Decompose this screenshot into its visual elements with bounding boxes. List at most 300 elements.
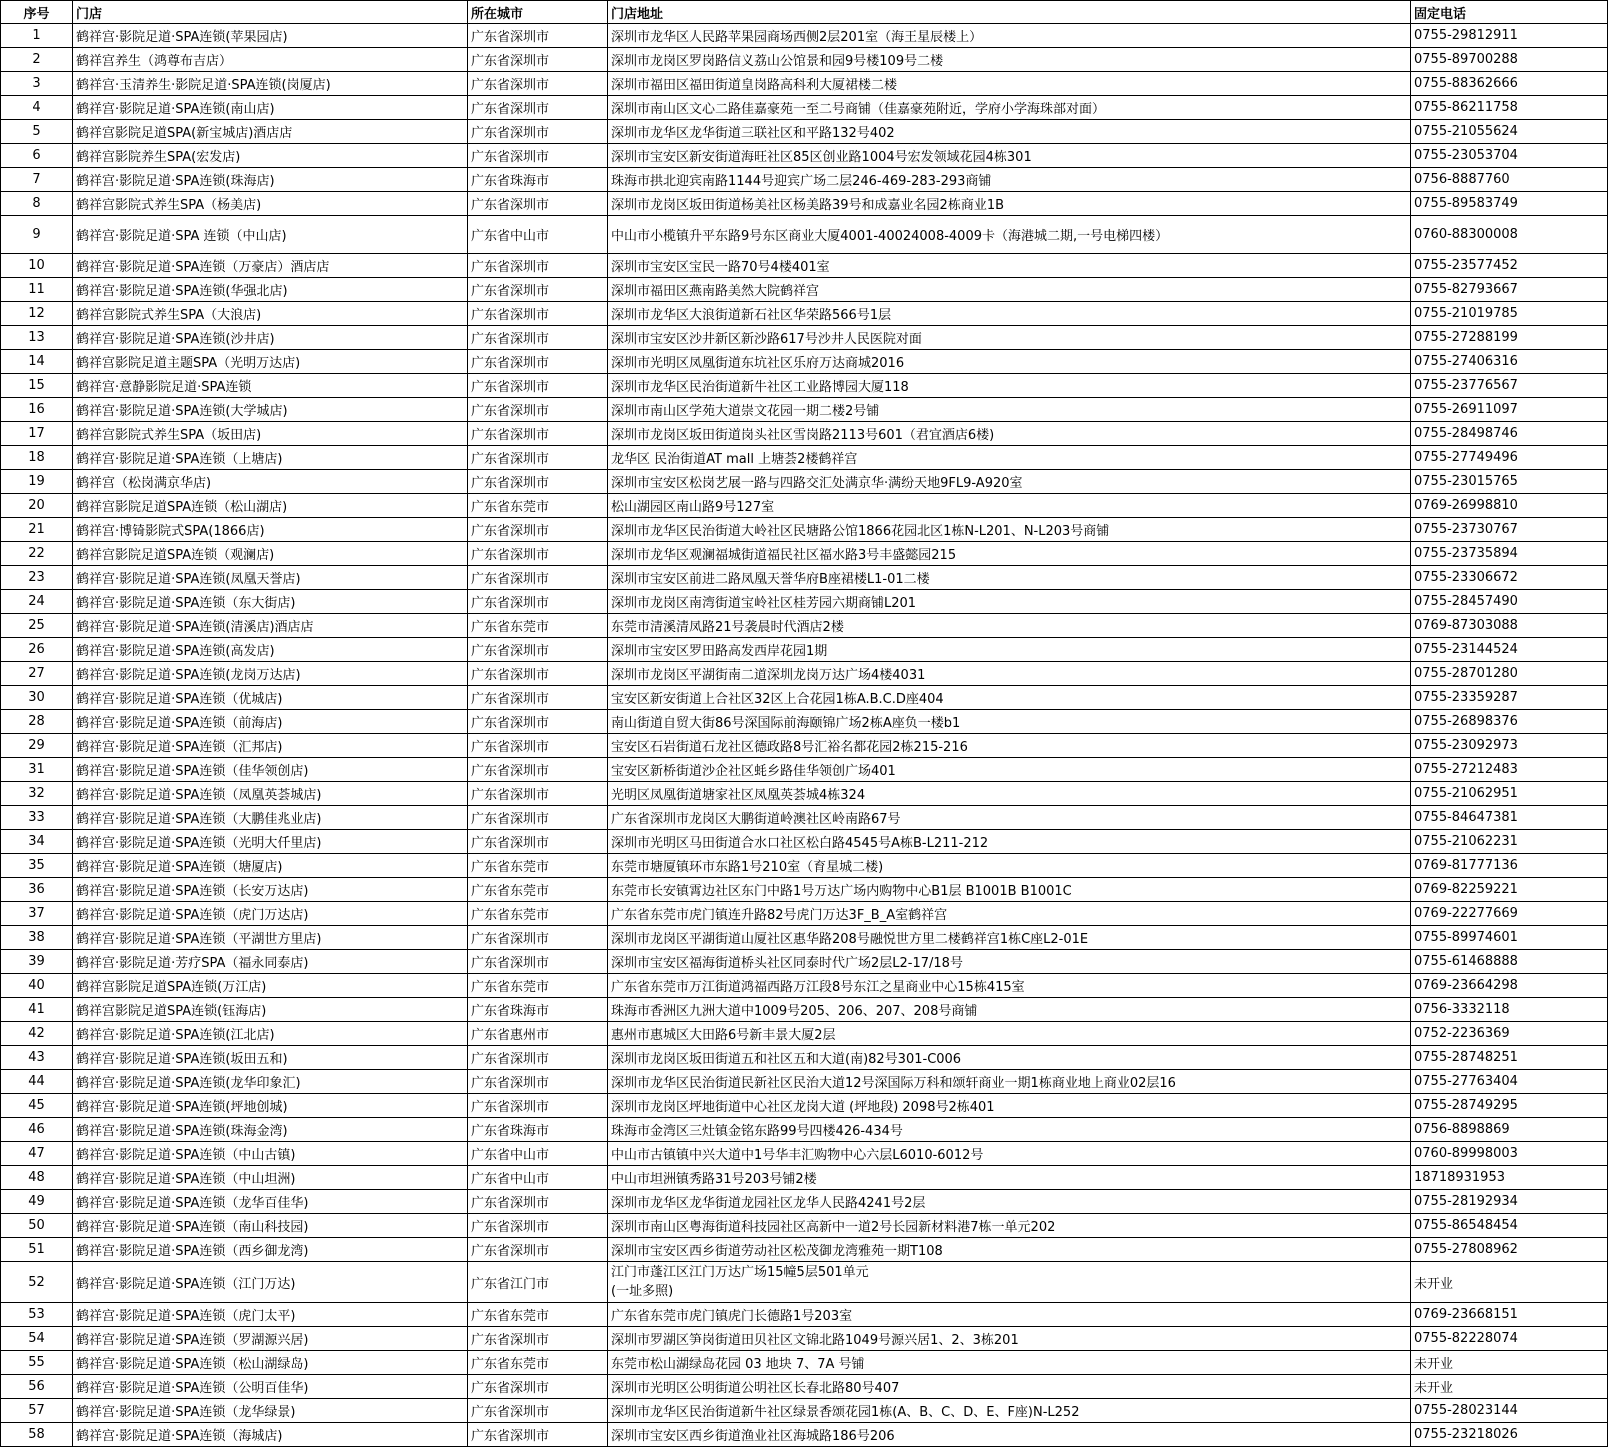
cell-phone[interactable]: 0755-23776567 (1411, 374, 1608, 398)
table-row (1, 1399, 1608, 1423)
cell-store[interactable]: 鹤祥宫·影院足道·SPA连锁(坪地创城) (73, 1094, 468, 1118)
cell-address[interactable]: 珠海市拱北迎宾南路1144号迎宾广场二层246-469-283-293商铺 (608, 168, 1411, 192)
cell-store[interactable]: 鹤祥宫·影院足道·SPA连锁（东大街店) (73, 590, 468, 614)
cell-store[interactable]: 鹤祥宫·影院足道·SPA连锁（中山坦洲) (73, 1166, 468, 1190)
cell-city[interactable]: 广东省深圳市 (468, 48, 608, 72)
cell-no[interactable]: 30 (1, 686, 73, 710)
cell-store[interactable]: 鹤祥宫·影院足道·SPA连锁(珠海店) (73, 168, 468, 192)
cell-address[interactable]: 宝安区石岩街道石龙社区德政路8号汇裕名都花园2栋215-216 (608, 734, 1411, 758)
cell-store[interactable]: 鹤祥宫·影院足道·SPA连锁（凤凰英荟城店) (73, 782, 468, 806)
cell-phone[interactable]: 0755-86211758 (1411, 96, 1608, 120)
cell-phone[interactable]: 0756-3332118 (1411, 998, 1608, 1022)
cell-city[interactable]: 广东省深圳市 (468, 1214, 608, 1238)
header-no[interactable]: 序号 (1, 1, 73, 24)
cell-no[interactable]: 10 (1, 254, 73, 278)
cell-address[interactable]: 深圳市龙华区人民路苹果园商场西侧2层201室（海王星辰楼上） (608, 24, 1411, 48)
cell-no[interactable]: 52 (1, 1262, 73, 1303)
cell-address[interactable]: 深圳市福田区燕南路美然大院鹤祥宫 (608, 278, 1411, 302)
cell-address[interactable]: 中山市古镇镇中兴大道中1号华丰汇购物中心六层L6010-6012号 (608, 1142, 1411, 1166)
cell-store[interactable]: 鹤祥宫（松岗满京华店) (73, 470, 468, 494)
cell-address[interactable]: 深圳市宝安区宝民一路70号4楼401室 (608, 254, 1411, 278)
cell-phone[interactable]: 0769-87303088 (1411, 614, 1608, 638)
cell-city[interactable]: 广东省深圳市 (468, 374, 608, 398)
cell-city[interactable]: 广东省深圳市 (468, 398, 608, 422)
cell-address[interactable]: 深圳市龙华区民治街道新牛社区工业路博园大厦118 (608, 374, 1411, 398)
cell-phone[interactable]: 0755-23577452 (1411, 254, 1608, 278)
cell-store[interactable]: 鹤祥宫影院式养生SPA（大浪店) (73, 302, 468, 326)
cell-no[interactable]: 38 (1, 926, 73, 950)
cell-address[interactable]: 深圳市龙岗区坪地街道中心社区龙岗大道 (坪地段) 2098号2栋401 (608, 1094, 1411, 1118)
cell-address[interactable]: 深圳市龙岗区坂田街道杨美社区杨美路39号和成嘉业名园2栋商业1B (608, 192, 1411, 216)
cell-phone[interactable]: 0755-27808962 (1411, 1238, 1608, 1262)
cell-address[interactable]: 深圳市宝安区沙井新区新沙路617号沙井人民医院对面 (608, 326, 1411, 350)
cell-no[interactable]: 54 (1, 1327, 73, 1351)
cell-store[interactable]: 鹤祥宫·影院足道·SPA连锁(高发店) (73, 638, 468, 662)
cell-phone[interactable]: 0755-28192934 (1411, 1190, 1608, 1214)
cell-address[interactable]: 深圳市龙岗区平湖街南二道深圳龙岗万达广场4楼4031 (608, 662, 1411, 686)
cell-store[interactable]: 鹤祥宫·影院足道·SPA连锁(龙岗万达店) (73, 662, 468, 686)
cell-no[interactable]: 49 (1, 1190, 73, 1214)
cell-address[interactable]: 深圳市龙华区民治街道民新社区民治大道12号深国际万科和颂轩商业一期1栋商业地上商业02层16 (608, 1070, 1411, 1094)
cell-phone[interactable]: 0755-28748251 (1411, 1046, 1608, 1070)
cell-address[interactable]: 广东省东莞市虎门镇连升路82号虎门万达3F_B_A室鹤祥宫 (608, 902, 1411, 926)
cell-address[interactable]: 深圳市南山区文心二路佳嘉豪苑一至二号商铺（佳嘉豪苑附近，学府小学海珠部对面） (608, 96, 1411, 120)
cell-no[interactable]: 40 (1, 974, 73, 998)
cell-address[interactable]: 深圳市龙岗区南湾街道宝岭社区桂芳园六期商铺L201 (608, 590, 1411, 614)
cell-store[interactable]: 鹤祥宫·影院足道·SPA连锁（长安万达店) (73, 878, 468, 902)
cell-phone[interactable]: 0755-82793667 (1411, 278, 1608, 302)
cell-store[interactable]: 鹤祥宫·影院足道·SPA连锁（虎门太平) (73, 1303, 468, 1327)
cell-phone[interactable]: 未开业 (1411, 1262, 1608, 1303)
cell-phone[interactable]: 0769-23664298 (1411, 974, 1608, 998)
cell-phone[interactable]: 0755-21062231 (1411, 830, 1608, 854)
cell-address[interactable]: 深圳市南山区粤海街道科技园社区高新中一道2号长园新材料港7栋一单元202 (608, 1214, 1411, 1238)
cell-address[interactable]: 宝安区新安街道上合社区32区上合花园1栋A.B.C.D座404 (608, 686, 1411, 710)
cell-city[interactable]: 广东省深圳市 (468, 662, 608, 686)
cell-city[interactable]: 广东省深圳市 (468, 1375, 608, 1399)
cell-store[interactable]: 鹤祥宫·影院足道·SPA连锁（虎门万达店) (73, 902, 468, 926)
cell-no[interactable]: 47 (1, 1142, 73, 1166)
cell-no[interactable]: 18 (1, 446, 73, 470)
cell-store[interactable]: 鹤祥宫影院足道SPA连锁（松山湖店) (73, 494, 468, 518)
cell-store[interactable]: 鹤祥宫·影院足道·SPA连锁（罗湖源兴居) (73, 1327, 468, 1351)
cell-phone[interactable]: 0755-21019785 (1411, 302, 1608, 326)
cell-store[interactable]: 鹤祥宫·影院足道·SPA连锁(坂田五和) (73, 1046, 468, 1070)
cell-address[interactable]: 深圳市宝安区前进二路凤凰天誉华府B座裙楼L1-01二楼 (608, 566, 1411, 590)
cell-no[interactable]: 42 (1, 1022, 73, 1046)
cell-city[interactable]: 广东省深圳市 (468, 710, 608, 734)
cell-no[interactable]: 29 (1, 734, 73, 758)
cell-address[interactable]: 中山市坦洲镇秀路31号203号铺2楼 (608, 1166, 1411, 1190)
cell-store[interactable]: 鹤祥宫·影院足道·SPA连锁（海城店) (73, 1423, 468, 1447)
cell-address[interactable]: 宝安区新桥街道沙企社区蚝乡路佳华领创广场401 (608, 758, 1411, 782)
cell-no[interactable]: 11 (1, 278, 73, 302)
cell-no[interactable]: 25 (1, 614, 73, 638)
cell-store[interactable]: 鹤祥宫·影院足道·SPA连锁（塘厦店) (73, 854, 468, 878)
cell-phone[interactable]: 0755-28457490 (1411, 590, 1608, 614)
cell-phone[interactable]: 0755-28498746 (1411, 422, 1608, 446)
cell-city[interactable]: 广东省深圳市 (468, 350, 608, 374)
cell-city[interactable]: 广东省深圳市 (468, 24, 608, 48)
cell-address[interactable]: 深圳市龙岗区坂田街道五和社区五和大道(南)82号301-C006 (608, 1046, 1411, 1070)
cell-no[interactable]: 15 (1, 374, 73, 398)
cell-store[interactable]: 鹤祥宫·影院足道·SPA连锁（松山湖绿岛) (73, 1351, 468, 1375)
cell-city[interactable]: 广东省深圳市 (468, 192, 608, 216)
cell-city[interactable]: 广东省东莞市 (468, 854, 608, 878)
cell-city[interactable]: 广东省中山市 (468, 1166, 608, 1190)
cell-address[interactable]: 深圳市宝安区松岗艺展一路与四路交汇处满京华·满纷天地9FL9-A920室 (608, 470, 1411, 494)
cell-city[interactable]: 广东省珠海市 (468, 1118, 608, 1142)
cell-no[interactable]: 1 (1, 24, 73, 48)
cell-phone[interactable]: 0755-27288199 (1411, 326, 1608, 350)
cell-store[interactable]: 鹤祥宫·影院足道·SPA连锁(南山店) (73, 96, 468, 120)
cell-city[interactable]: 广东省深圳市 (468, 1327, 608, 1351)
cell-store[interactable]: 鹤祥宫·影院足道·SPA连锁(凤凰天誉店) (73, 566, 468, 590)
cell-address[interactable]: 珠海市金湾区三灶镇金铭东路99号四楼426-434号 (608, 1118, 1411, 1142)
cell-phone[interactable]: 18718931953 (1411, 1166, 1608, 1190)
cell-address[interactable]: 深圳市宝安区福海街道桥头社区同泰时代广场2层L2-17/18号 (608, 950, 1411, 974)
cell-phone[interactable]: 0756-8887760 (1411, 168, 1608, 192)
cell-phone[interactable]: 0755-23144524 (1411, 638, 1608, 662)
cell-address[interactable]: 深圳市宝安区新安街道海旺社区85区创业路1004号宏发领域花园4栋301 (608, 144, 1411, 168)
cell-address[interactable]: 深圳市福田区福田街道皇岗路高科利大厦裙楼二楼 (608, 72, 1411, 96)
cell-address[interactable]: 深圳市光明区公明街道公明社区长春北路80号407 (608, 1375, 1411, 1399)
cell-address[interactable]: 深圳市光明区凤凰街道东坑社区乐府万达商城2016 (608, 350, 1411, 374)
cell-city[interactable]: 广东省深圳市 (468, 686, 608, 710)
cell-address[interactable]: 深圳市龙华区观澜福城街道福民社区福水路3号丰盛懿园215 (608, 542, 1411, 566)
cell-city[interactable]: 广东省深圳市 (468, 96, 608, 120)
cell-no[interactable]: 55 (1, 1351, 73, 1375)
cell-city[interactable]: 广东省东莞市 (468, 878, 608, 902)
cell-phone[interactable]: 0755-89974601 (1411, 926, 1608, 950)
cell-city[interactable]: 广东省深圳市 (468, 72, 608, 96)
cell-city[interactable]: 广东省深圳市 (468, 950, 608, 974)
cell-city[interactable]: 广东省深圳市 (468, 120, 608, 144)
cell-no[interactable]: 34 (1, 830, 73, 854)
cell-address[interactable]: 东莞市塘厦镇环市东路1号210室（育星城二楼) (608, 854, 1411, 878)
cell-address[interactable]: 光明区凤凰街道塘家社区凤凰英荟城4栋324 (608, 782, 1411, 806)
cell-no[interactable]: 57 (1, 1399, 73, 1423)
cell-no[interactable]: 8 (1, 192, 73, 216)
cell-address[interactable]: 深圳市光明区马田街道合水口社区松白路4545号A栋B-L211-212 (608, 830, 1411, 854)
cell-no[interactable]: 28 (1, 710, 73, 734)
cell-no[interactable]: 27 (1, 662, 73, 686)
cell-address[interactable]: 南山街道自贸大街86号深国际前海颐锦广场2栋A座负一楼b1 (608, 710, 1411, 734)
cell-store[interactable]: 鹤祥宫影院足道SPA连锁(万江店) (73, 974, 468, 998)
cell-city[interactable]: 广东省东莞市 (468, 1303, 608, 1327)
cell-city[interactable]: 广东省深圳市 (468, 326, 608, 350)
cell-city[interactable]: 广东省深圳市 (468, 1190, 608, 1214)
cell-phone[interactable]: 0755-21062951 (1411, 782, 1608, 806)
cell-phone[interactable]: 0755-61468888 (1411, 950, 1608, 974)
cell-address[interactable]: 松山湖园区南山路9号127室 (608, 494, 1411, 518)
cell-city[interactable]: 广东省深圳市 (468, 278, 608, 302)
cell-no[interactable]: 22 (1, 542, 73, 566)
cell-store[interactable]: 鹤祥宫·影院足道·SPA连锁（南山科技园) (73, 1214, 468, 1238)
cell-no[interactable]: 56 (1, 1375, 73, 1399)
cell-address[interactable]: 广东省东莞市虎门镇虎门长德路1号203室 (608, 1303, 1411, 1327)
cell-address[interactable]: 深圳市龙岗区罗岗路信义荔山公馆景和园9号楼109号二楼 (608, 48, 1411, 72)
cell-store[interactable]: 鹤祥宫·影院足道·SPA连锁（光明大仟里店) (73, 830, 468, 854)
cell-phone[interactable]: 0755-86548454 (1411, 1214, 1608, 1238)
cell-store[interactable]: 鹤祥宫·影院足道·SPA连锁(华强北店) (73, 278, 468, 302)
cell-store[interactable]: 鹤祥宫·影院足道·SPA连锁(江北店) (73, 1022, 468, 1046)
cell-address[interactable]: 深圳市龙岗区坂田街道岗头社区雪岗路2113号601（君宜酒店6楼) (608, 422, 1411, 446)
cell-phone[interactable]: 0755-26911097 (1411, 398, 1608, 422)
cell-city[interactable]: 广东省深圳市 (468, 830, 608, 854)
cell-phone[interactable]: 0752-2236369 (1411, 1022, 1608, 1046)
cell-city[interactable]: 广东省深圳市 (468, 1238, 608, 1262)
cell-no[interactable]: 43 (1, 1046, 73, 1070)
cell-store[interactable]: 鹤祥宫·影院足道·SPA连锁(大学城店) (73, 398, 468, 422)
cell-phone[interactable]: 0755-27406316 (1411, 350, 1608, 374)
cell-address[interactable]: 东莞市清溪清凤路21号袭晨时代酒店2楼 (608, 614, 1411, 638)
cell-phone[interactable]: 0755-23359287 (1411, 686, 1608, 710)
cell-address[interactable]: 江门市蓬江区江门万达广场15幢5层501单元 (一址多照) (608, 1262, 1411, 1303)
cell-phone[interactable]: 0755-82228074 (1411, 1327, 1608, 1351)
cell-store[interactable]: 鹤祥宫·影院足道·SPA连锁(清溪店)酒店店 (73, 614, 468, 638)
cell-store[interactable]: 鹤祥宫·影院足道·SPA连锁（前海店) (73, 710, 468, 734)
cell-address[interactable]: 广东省深圳市龙岗区大鹏街道岭澳社区岭南路67号 (608, 806, 1411, 830)
cell-address[interactable]: 珠海市香洲区九洲大道中1009号205、206、207、208号商铺 (608, 998, 1411, 1022)
cell-phone[interactable]: 0755-23015765 (1411, 470, 1608, 494)
cell-store[interactable]: 鹤祥宫·影院足道·SPA连锁（万豪店）酒店店 (73, 254, 468, 278)
cell-no[interactable]: 5 (1, 120, 73, 144)
cell-address[interactable]: 中山市小榄镇升平东路9号东区商业大厦4001-40024008-4009卡（海港城二期,一号电梯四楼） (608, 216, 1411, 254)
cell-store[interactable]: 鹤祥宫·影院足道·SPA连锁(珠海金湾) (73, 1118, 468, 1142)
cell-store[interactable]: 鹤祥宫·影院足道·SPA 连锁（中山店) (73, 216, 468, 254)
cell-store[interactable]: 鹤祥宫影院足道主题SPA（光明万达店) (73, 350, 468, 374)
cell-no[interactable]: 2 (1, 48, 73, 72)
cell-city[interactable]: 广东省深圳市 (468, 518, 608, 542)
cell-phone[interactable]: 0755-27212483 (1411, 758, 1608, 782)
cell-address[interactable]: 深圳市宝安区西乡街道渔业社区海城路186号206 (608, 1423, 1411, 1447)
header-store[interactable]: 门店 (73, 1, 468, 24)
cell-no[interactable]: 17 (1, 422, 73, 446)
cell-no[interactable]: 9 (1, 216, 73, 254)
cell-store[interactable]: 鹤祥宫·影院足道·SPA连锁（汇邦店) (73, 734, 468, 758)
cell-phone[interactable]: 未开业 (1411, 1351, 1608, 1375)
cell-address[interactable]: 龙华区 民治街道AT mall 上塘荟2楼鹤祥宫 (608, 446, 1411, 470)
cell-no[interactable]: 4 (1, 96, 73, 120)
cell-city[interactable]: 广东省江门市 (468, 1262, 608, 1303)
cell-address[interactable]: 惠州市惠城区大田路6号新丰景大厦2层 (608, 1022, 1411, 1046)
cell-store[interactable]: 鹤祥宫·影院足道·SPA连锁（佳华领创店) (73, 758, 468, 782)
cell-store[interactable]: 鹤祥宫·影院足道·SPA连锁（西乡御龙湾) (73, 1238, 468, 1262)
cell-no[interactable]: 26 (1, 638, 73, 662)
cell-city[interactable]: 广东省东莞市 (468, 614, 608, 638)
cell-store[interactable]: 鹤祥宫·影院足道·芳疗SPA（福永同泰店) (73, 950, 468, 974)
cell-no[interactable]: 36 (1, 878, 73, 902)
cell-store[interactable]: 鹤祥宫影院式养生SPA（坂田店) (73, 422, 468, 446)
cell-no[interactable]: 24 (1, 590, 73, 614)
cell-no[interactable]: 21 (1, 518, 73, 542)
cell-phone[interactable]: 0760-89998003 (1411, 1142, 1608, 1166)
cell-phone[interactable]: 0755-26898376 (1411, 710, 1608, 734)
cell-store[interactable]: 鹤祥宫·影院足道·SPA连锁(龙华印象汇) (73, 1070, 468, 1094)
cell-city[interactable]: 广东省深圳市 (468, 470, 608, 494)
cell-city[interactable]: 广东省深圳市 (468, 1046, 608, 1070)
cell-no[interactable]: 41 (1, 998, 73, 1022)
cell-no[interactable]: 45 (1, 1094, 73, 1118)
cell-store[interactable]: 鹤祥宫·影院足道·SPA连锁（上塘店) (73, 446, 468, 470)
cell-city[interactable]: 广东省深圳市 (468, 566, 608, 590)
cell-phone[interactable]: 0755-28749295 (1411, 1094, 1608, 1118)
cell-no[interactable]: 46 (1, 1118, 73, 1142)
cell-store[interactable]: 鹤祥宫·影院足道·SPA连锁(苹果园店) (73, 24, 468, 48)
cell-phone[interactable]: 0755-89583749 (1411, 192, 1608, 216)
cell-city[interactable]: 广东省深圳市 (468, 1094, 608, 1118)
cell-city[interactable]: 广东省深圳市 (468, 590, 608, 614)
cell-city[interactable]: 广东省惠州市 (468, 1022, 608, 1046)
cell-no[interactable]: 58 (1, 1423, 73, 1447)
cell-phone[interactable]: 0755-88362666 (1411, 72, 1608, 96)
cell-no[interactable]: 53 (1, 1303, 73, 1327)
cell-no[interactable]: 33 (1, 806, 73, 830)
cell-store[interactable]: 鹤祥宫影院足道SPA连锁(钰海店) (73, 998, 468, 1022)
cell-address[interactable]: 深圳市龙华区龙华街道龙园社区龙华人民路4241号2层 (608, 1190, 1411, 1214)
cell-store[interactable]: 鹤祥宫·影院足道·SPA连锁（大鹏佳兆业店) (73, 806, 468, 830)
cell-address[interactable]: 深圳市龙华区大浪街道新石社区华荣路566号1层 (608, 302, 1411, 326)
cell-address[interactable]: 深圳市龙岗区平湖街道山厦社区惠华路208号融悦世方里二楼鹤祥宫1栋C座L2-01E (608, 926, 1411, 950)
cell-store[interactable]: 鹤祥宫·影院足道·SPA连锁(沙井店) (73, 326, 468, 350)
cell-address[interactable]: 深圳市罗湖区笋岗街道田贝社区文锦北路1049号源兴居1、2、3栋201 (608, 1327, 1411, 1351)
cell-phone[interactable]: 0755-89700288 (1411, 48, 1608, 72)
cell-no[interactable]: 50 (1, 1214, 73, 1238)
cell-city[interactable]: 广东省珠海市 (468, 168, 608, 192)
cell-address[interactable]: 东莞市长安镇霄边社区东门中路1号万达广场内购物中心B1层 B1001B B1001C (608, 878, 1411, 902)
cell-phone[interactable]: 0756-8898869 (1411, 1118, 1608, 1142)
cell-address[interactable]: 深圳市宝安区罗田路高发西岸花园1期 (608, 638, 1411, 662)
cell-no[interactable]: 23 (1, 566, 73, 590)
cell-store[interactable]: 鹤祥宫·影院足道·SPA连锁（龙华绿景) (73, 1399, 468, 1423)
cell-city[interactable]: 广东省深圳市 (468, 782, 608, 806)
cell-store[interactable]: 鹤祥宫·博锜影院式SPA(1866店) (73, 518, 468, 542)
cell-phone[interactable]: 0755-27763404 (1411, 1070, 1608, 1094)
cell-city[interactable]: 广东省深圳市 (468, 734, 608, 758)
cell-city[interactable]: 广东省深圳市 (468, 446, 608, 470)
cell-store[interactable]: 鹤祥宫影院足道SPA连锁（观澜店) (73, 542, 468, 566)
cell-address[interactable]: 深圳市宝安区西乡街道劳动社区松茂御龙湾雅苑一期T108 (608, 1238, 1411, 1262)
cell-no[interactable]: 16 (1, 398, 73, 422)
cell-city[interactable]: 广东省深圳市 (468, 926, 608, 950)
cell-no[interactable]: 37 (1, 902, 73, 926)
cell-no[interactable]: 12 (1, 302, 73, 326)
cell-store[interactable]: 鹤祥宫·影院足道·SPA连锁（优城店) (73, 686, 468, 710)
cell-city[interactable]: 广东省东莞市 (468, 1351, 608, 1375)
cell-no[interactable]: 3 (1, 72, 73, 96)
cell-no[interactable]: 48 (1, 1166, 73, 1190)
cell-phone[interactable]: 0769-81777136 (1411, 854, 1608, 878)
cell-city[interactable]: 广东省深圳市 (468, 254, 608, 278)
cell-city[interactable]: 广东省东莞市 (468, 494, 608, 518)
cell-city[interactable]: 广东省珠海市 (468, 998, 608, 1022)
cell-city[interactable]: 广东省深圳市 (468, 1070, 608, 1094)
cell-phone[interactable]: 0755-84647381 (1411, 806, 1608, 830)
cell-address[interactable]: 东莞市松山湖绿岛花园 03 地块 7、7A 号铺 (608, 1351, 1411, 1375)
cell-city[interactable]: 广东省深圳市 (468, 302, 608, 326)
cell-no[interactable]: 14 (1, 350, 73, 374)
cell-no[interactable]: 31 (1, 758, 73, 782)
table-row (1, 566, 1608, 590)
cell-store[interactable]: 鹤祥宫·影院足道·SPA连锁（中山古镇) (73, 1142, 468, 1166)
cell-store[interactable]: 鹤祥宫·意静影院足道·SPA连锁 (73, 374, 468, 398)
cell-city[interactable]: 广东省中山市 (468, 1142, 608, 1166)
cell-address[interactable]: 深圳市龙华区龙华街道三联社区和平路132号402 (608, 120, 1411, 144)
cell-store[interactable]: 鹤祥宫养生（鸿尊布吉店） (73, 48, 468, 72)
cell-store[interactable]: 鹤祥宫·影院足道·SPA连锁（公明百佳华) (73, 1375, 468, 1399)
cell-no[interactable]: 7 (1, 168, 73, 192)
cell-no[interactable]: 51 (1, 1238, 73, 1262)
header-city[interactable]: 所在城市 (468, 1, 608, 24)
cell-no[interactable]: 39 (1, 950, 73, 974)
cell-phone[interactable]: 0755-27749496 (1411, 446, 1608, 470)
cell-store[interactable]: 鹤祥宫·影院足道·SPA连锁（平湖世方里店) (73, 926, 468, 950)
cell-phone[interactable]: 0755-29812911 (1411, 24, 1608, 48)
cell-phone[interactable]: 0755-23735894 (1411, 542, 1608, 566)
cell-no[interactable]: 13 (1, 326, 73, 350)
cell-address[interactable]: 深圳市南山区学苑大道崇文花园一期二楼2号铺 (608, 398, 1411, 422)
cell-phone[interactable]: 0755-23092973 (1411, 734, 1608, 758)
cell-phone[interactable]: 0755-23306672 (1411, 566, 1608, 590)
cell-phone[interactable]: 0769-22277669 (1411, 902, 1608, 926)
table-row (1, 1046, 1608, 1070)
cell-store[interactable]: 鹤祥宫影院足道SPA(新宝城店)酒店店 (73, 120, 468, 144)
cell-phone[interactable]: 0760-88300008 (1411, 216, 1608, 254)
cell-city[interactable]: 广东省深圳市 (468, 144, 608, 168)
cell-phone[interactable]: 0755-28023144 (1411, 1399, 1608, 1423)
table-row (1, 638, 1608, 662)
cell-store[interactable]: 鹤祥宫·影院足道·SPA连锁（江门万达) (73, 1262, 468, 1303)
header-address[interactable]: 门店地址 (608, 1, 1411, 24)
cell-phone[interactable]: 0755-23053704 (1411, 144, 1608, 168)
cell-city[interactable]: 广东省深圳市 (468, 1399, 608, 1423)
cell-address[interactable]: 广东省东莞市万江街道鸿福西路万江段8号东江之星商业中心15栋415室 (608, 974, 1411, 998)
cell-no[interactable]: 32 (1, 782, 73, 806)
cell-phone[interactable]: 0769-23668151 (1411, 1303, 1608, 1327)
cell-store[interactable]: 鹤祥宫·影院足道·SPA连锁（龙华百佳华) (73, 1190, 468, 1214)
cell-city[interactable]: 广东省深圳市 (468, 422, 608, 446)
cell-store[interactable]: 鹤祥宫影院养生SPA(宏发店) (73, 144, 468, 168)
cell-city[interactable]: 广东省中山市 (468, 216, 608, 254)
cell-phone[interactable]: 0755-28701280 (1411, 662, 1608, 686)
cell-address[interactable]: 深圳市龙华区民治街道大岭社区民塘路公馆1866花园北区1栋N-L201、N-L203号商铺 (608, 518, 1411, 542)
cell-city[interactable]: 广东省东莞市 (468, 902, 608, 926)
cell-no[interactable]: 6 (1, 144, 73, 168)
cell-phone[interactable]: 未开业 (1411, 1375, 1608, 1399)
cell-city[interactable]: 广东省深圳市 (468, 1423, 608, 1447)
cell-address[interactable]: 深圳市龙华区民治街道新牛社区绿景香颂花园1栋(A、B、C、D、E、F座)N-L252 (608, 1399, 1411, 1423)
cell-city[interactable]: 广东省深圳市 (468, 638, 608, 662)
cell-phone[interactable]: 0755-23218026 (1411, 1423, 1608, 1447)
cell-phone[interactable]: 0755-21055624 (1411, 120, 1608, 144)
header-phone[interactable]: 固定电话 (1411, 1, 1608, 24)
cell-no[interactable]: 35 (1, 854, 73, 878)
cell-store[interactable]: 鹤祥宫·玉清养生·影院足道·SPA连锁(岗厦店) (73, 72, 468, 96)
cell-city[interactable]: 广东省东莞市 (468, 974, 608, 998)
cell-city[interactable]: 广东省深圳市 (468, 542, 608, 566)
cell-city[interactable]: 广东省深圳市 (468, 758, 608, 782)
cell-phone[interactable]: 0755-23730767 (1411, 518, 1608, 542)
cell-no[interactable]: 44 (1, 1070, 73, 1094)
cell-store[interactable]: 鹤祥宫影院式养生SPA（杨美店) (73, 192, 468, 216)
cell-phone[interactable]: 0769-26998810 (1411, 494, 1608, 518)
cell-city[interactable]: 广东省深圳市 (468, 806, 608, 830)
table-row (1, 398, 1608, 422)
cell-no[interactable]: 19 (1, 470, 73, 494)
cell-no[interactable]: 20 (1, 494, 73, 518)
cell-phone[interactable]: 0769-82259221 (1411, 878, 1608, 902)
